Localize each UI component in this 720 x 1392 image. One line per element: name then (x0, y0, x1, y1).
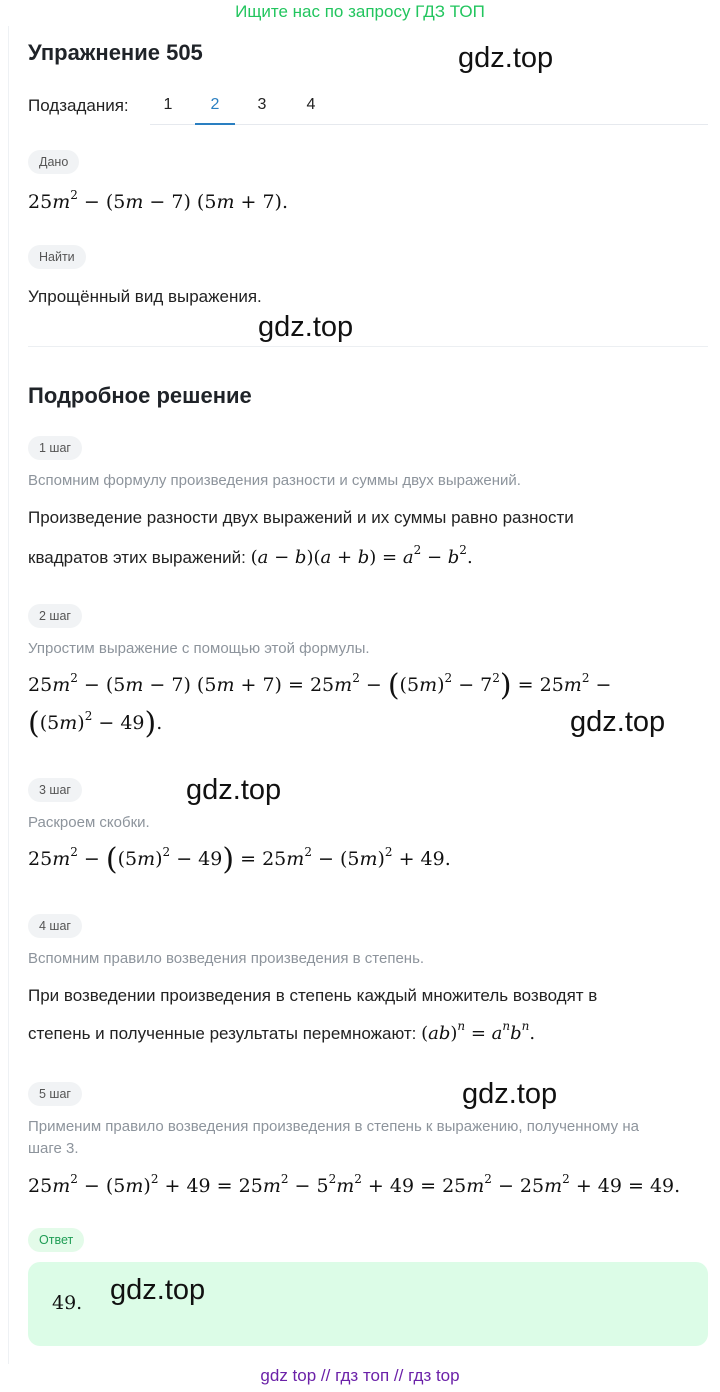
step-5-hint: Применим правило возведения произведения в степень к выражению, полученному на (28, 1118, 639, 1135)
watermark: gdz.top (110, 1274, 206, 1306)
subtasks-bar (28, 94, 708, 126)
footer-links[interactable]: gdz top // гдз топ // гдз top (260, 1366, 460, 1385)
find-text: Упрощённый вид выражения. (28, 287, 262, 306)
tab-subtask-4[interactable]: 4 (306, 96, 316, 113)
section-divider (28, 346, 708, 347)
step-1-badge: 1 шаг (28, 436, 82, 460)
step-2-hint: Упростим выражение с помощью этой формулы. (28, 640, 370, 657)
step-2-expression: $((5m)^2 - 49)$. (28, 706, 163, 741)
step-5-badge: 5 шаг (28, 1082, 82, 1106)
step-4-text-part: степень и полученные результаты перемножают: (28, 1024, 417, 1043)
step-4-badge: 4 шаг (28, 914, 82, 938)
watermark: gdz.top (458, 42, 554, 74)
subtasks-label: Подзадания: (28, 96, 129, 115)
search-banner: Ищите нас по запросу ГДЗ ТОП (235, 2, 485, 21)
step-3-badge: 3 шаг (28, 778, 82, 802)
answer-badge: Ответ (28, 1228, 84, 1252)
step-4-formula: $(ab)^n = a^nb^n$. (421, 1019, 536, 1044)
tab-subtask-3[interactable]: 3 (257, 96, 267, 113)
step-5-expression: $25m^2 - (5m)^2 + 49 = 25m^2 - 5^2m^2 + 49 = 25m^2 - 25m^2 + 49 = 49$. (28, 1172, 681, 1197)
step-4-text (28, 1019, 535, 1044)
step-1-text (28, 543, 473, 568)
step-2-badge: 2 шаг (28, 604, 82, 628)
step-1-text-part: квадратов этих выражений: (28, 548, 246, 567)
step-3-hint: Раскроем скобки. (28, 814, 150, 831)
step-5-hint: шаге 3. (28, 1140, 79, 1157)
solution-title: Подробное решение (28, 383, 252, 408)
step-3-expression: $25m^2 - ((5m)^2 - 49) = 25m^2 - (5m)^2 + 49$. (28, 842, 451, 877)
given-expression: $25m^2 - (5m - 7) (5m + 7)$. (28, 188, 289, 213)
answer-value: 49. (52, 1292, 83, 1314)
watermark: gdz.top (462, 1078, 558, 1110)
tab-subtask-2[interactable]: 2 (195, 94, 235, 125)
step-1-hint: Вспомним формулу произведения разности и суммы двух выражений. (28, 472, 521, 489)
tab-subtask-1[interactable]: 1 (163, 96, 173, 113)
find-badge: Найти (28, 245, 86, 269)
exercise-title: Упражнение 505 (28, 40, 203, 65)
step-4-hint: Вспомним правило возведения произведения в степень. (28, 950, 425, 967)
watermark: gdz.top (570, 706, 666, 738)
watermark: gdz.top (258, 311, 354, 343)
step-1-text: Произведение разности двух выражений и их суммы равно разности (28, 508, 574, 527)
given-badge: Дано (28, 150, 79, 174)
step-4-text: При возведении произведения в степень каждый множитель возводят в (28, 986, 598, 1005)
watermark: gdz.top (186, 774, 282, 806)
step-1-formula: $(a - b)(a + b) = a^2 - b^2$. (250, 543, 473, 568)
step-2-expression: $25m^2 - (5m - 7) (5m + 7) = 25m^2 - ((5m)^2 - 7^2) = 25m^2$ − (28, 668, 612, 703)
